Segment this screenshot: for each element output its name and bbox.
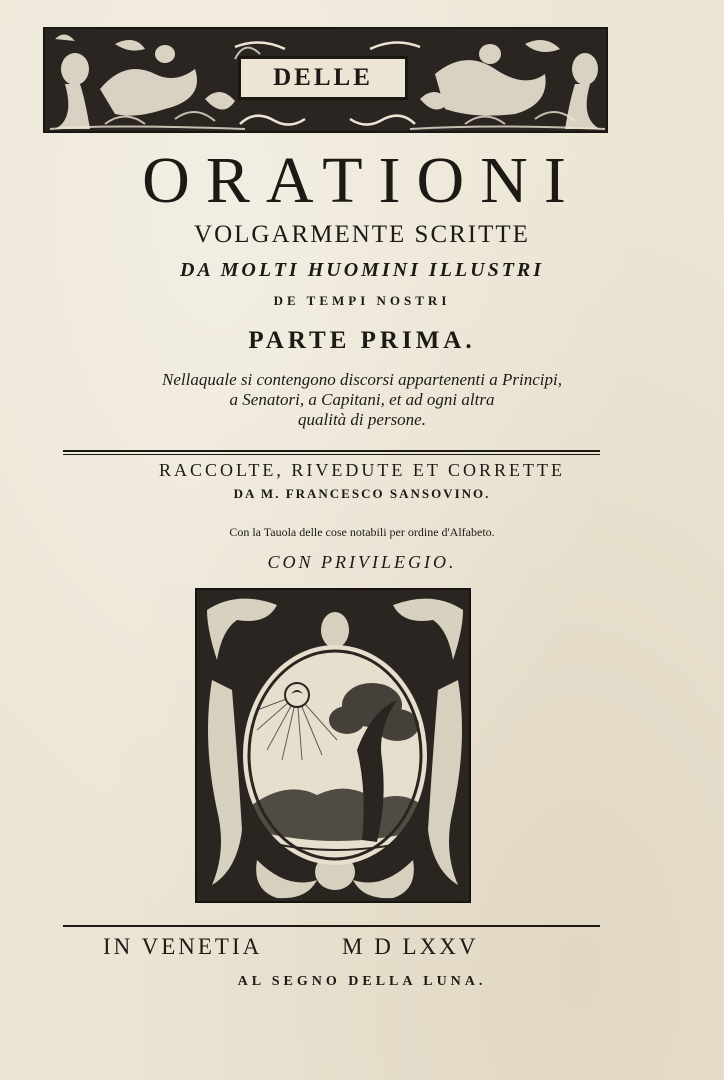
printers-device [195, 588, 471, 903]
description [0, 370, 724, 430]
editor-line-2: DA M. FRANCESCO SANSOVINO. [233, 486, 491, 501]
part-heading: PARTE PRIMA. [248, 327, 476, 354]
divider-rule-thin [63, 454, 600, 455]
printer-sign: AL SEGNO DELLA LUNA. [237, 974, 487, 989]
header-label: DELLE [238, 56, 408, 100]
imprint-place: IN VENETIA [103, 934, 263, 959]
subtitle-line-1: VOLGARMENTE SCRITTE [194, 221, 530, 248]
subtitle-line-3: DE TEMPI NOSTRI [273, 293, 451, 308]
printers-mark-icon [197, 590, 471, 903]
description-line-2: a Senatori, a Capitani, et ad ogni altra [229, 390, 495, 409]
description-line-3: qualità di persone. [298, 410, 426, 429]
editor-line-1: RACCOLTE, RIVEDUTE ET CORRETTE [159, 460, 565, 480]
index-note: Con la Tauola delle cose notabili per ordine d'Alfabeto. [229, 525, 495, 539]
subtitle-line-2: DA MOLTI HUOMINI ILLUSTRI [179, 259, 545, 281]
description-line-1: Nellaquale si contengono discorsi appartenenti a Principi, [162, 370, 562, 389]
privilege-note: CON PRIVILEGIO. [267, 552, 457, 572]
divider-rule [63, 450, 600, 452]
imprint-year: M D LXXV [342, 934, 479, 959]
bottom-divider-rule [63, 925, 600, 927]
main-title: ORATIONI [142, 144, 582, 217]
